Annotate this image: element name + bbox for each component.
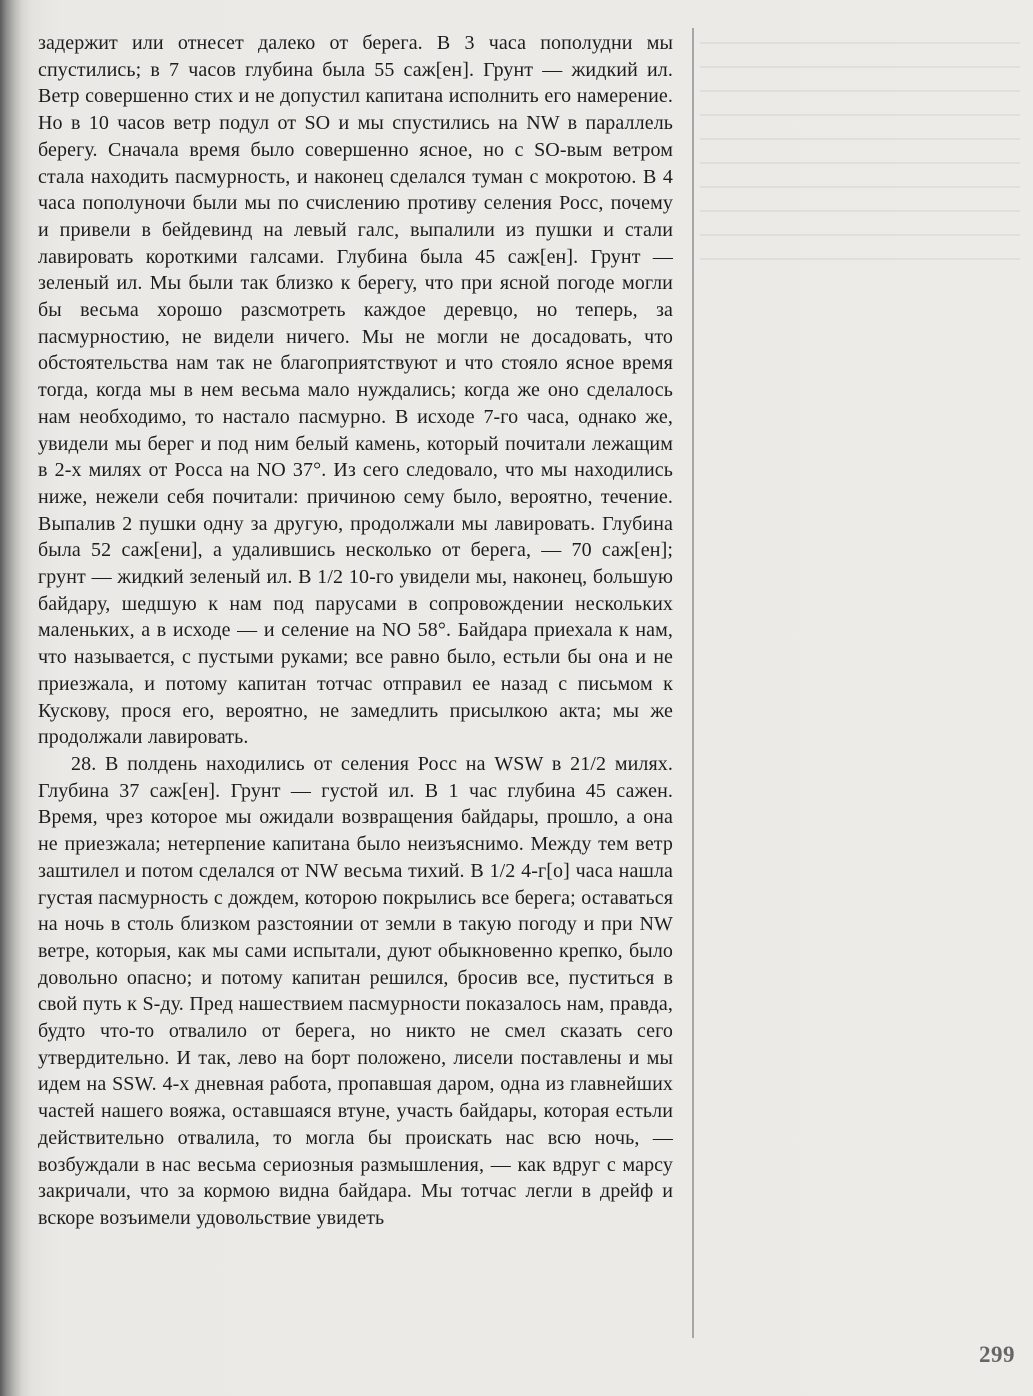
bleed-through-texture bbox=[700, 20, 1020, 1320]
bleed-line bbox=[700, 234, 1020, 236]
bleed-line bbox=[700, 162, 1020, 164]
page-number: 299 bbox=[979, 1342, 1015, 1367]
bleed-line bbox=[700, 90, 1020, 92]
text-column bbox=[38, 30, 673, 1232]
page-margin-rule bbox=[692, 28, 694, 1338]
bleed-line bbox=[700, 114, 1020, 116]
paragraph-continuation: задержит или отнесет далеко от берега. В 3 часа пополудни мы спустились; в 7 часов глубина была 55 саж[ен]. Грунт — жидкий ил. Ветр совершенно стих и не допустил капитана исполнить его намерение. Но в 10 часов ветр подул от SO и мы спустились на NW в параллель берегу. Сначала время было совершенно ясное, но с SO-вым ветром стала находить пасмурность, и наконец сделался туман с мокротою. В 4 часа пополуночи были мы по счислению противу селения Росс, почему и привели в бейдевинд на левый галс, выпалили из пушки и стали лавировать короткими галсами. Глубина была 45 саж[ен]. Грунт — зеленый ил. Мы были так близко к берегу, что при ясной погоде могли бы весьма хорошо разсмотреть каждое деревцо, но теперь, за пасмурностию, не видели ничего. Мы не могли не досадовать, что обстоятельства нам так не благоприятствуют и что стояло ясное время тогда, когда мы в нем весьма мало нуждались; когда же оно сделалось нам необходимо, то настало пасмурно. В исходе 7-го часа, однако же, увидели мы берег и под ним белый камень, который почитали лежащим в 2-х милях от Росса на NO 37°. Из сего следовало, что мы находились ниже, нежели себя почитали: причиною сему было, вероятно, течение. Выпалив 2 пушки одну за другую, продолжали мы лавировать. Глубина была 52 саж[ени], а удалившись несколько от берега, — 70 саж[ен]; грунт — жидкий зеленый ил. В 1/2 10-го увидели мы, наконец, большую байдару, шедшую к нам под парусами в сопровождении нескольких маленьких, а в исходе — и селение на NO 58°. Байдара приехала к нам, что называется, с пустыми руками; все равно было, естьли бы она и не приезжала, и потому капитан тотчас отправил ее назад с письмом к Кускову, прося его, вероятно, не замедлить присылкою акта; мы же продолжали лавировать. bbox=[38, 32, 673, 749]
bleed-line bbox=[700, 42, 1020, 44]
bleed-line bbox=[700, 186, 1020, 188]
bleed-line bbox=[700, 66, 1020, 68]
bleed-line bbox=[700, 138, 1020, 140]
bleed-line bbox=[700, 258, 1020, 260]
bleed-line bbox=[700, 210, 1020, 212]
paragraph-entry-28: 28. В полдень находились от селения Росс на WSW в 21/2 милях. Глубина 37 саж[ен]. Грунт — густой ил. В 1 час глубина 45 сажен. Время, чрез которое мы ожидали возвращения байдары, прошло, а она не приезжала; нетерпение капитана было неизъяснимо. Между тем ветр заштилел и потом сделался от NW весьма тихий. В 1/2 4-г[о] часа нашла густая пасмурность с дождем, которою покрылись все берега; оставаться на ночь в столь близком разстоянии от земли в такую погоду и при NW ветре, которыя, как мы сами испытали, дуют обыкновенно крепко, было довольно опасно; и потому капитан решился, бросив все, пуститься в свой путь к S-ду. Пред нашествием пасмурности показалось нам, правда, будто что-то отвалило от берега, но никто не смел сказать сего утвердительно. И так, лево на борт положено, лисели поставлены и мы идем на SSW. 4-х дневная работа, пропавшая даром, одна из главнейших частей нашего вояжа, оставшаяся втуне, участь байдары, которая естьли действительно отвалила, то могла бы проискать нас всю ночь, — возбуждали в нас весьма сериозныя размышления, — как вдруг с марсу закричали, что за кормою видна байдара. Мы тотчас легли в дрейф и вскоре возъимели удовольствие увидеть bbox=[38, 752, 673, 1229]
